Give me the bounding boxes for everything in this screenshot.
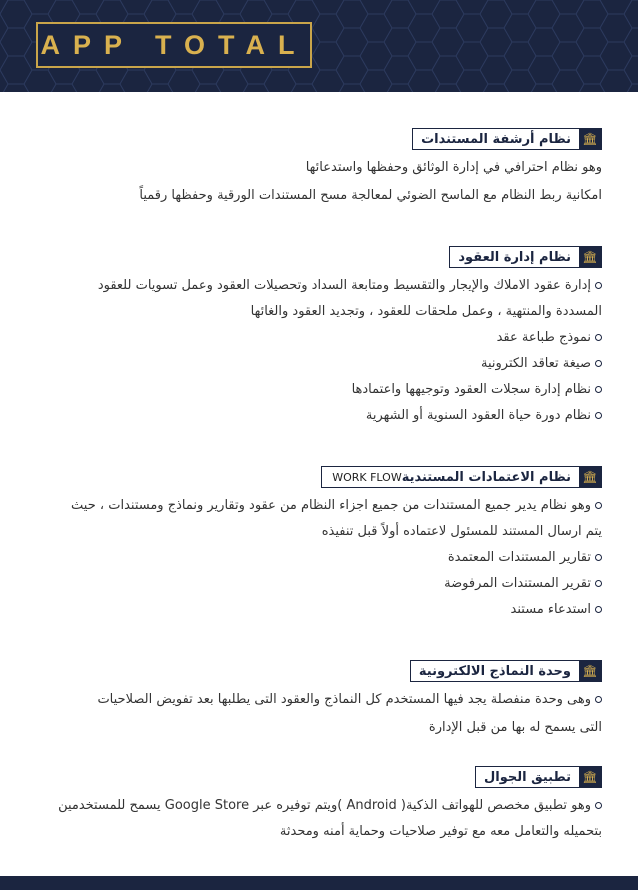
bullet-item: وهو تطبيق مخصص للهواتف الذكية( Android )ويتم توفيره عبر Google Store يسمح للمستخدمين <box>58 798 602 813</box>
section-heading-workflow <box>321 466 602 488</box>
section-line: يتم ارسال المستند للمسئول لاعتماده أولاً قبل تنفيذه <box>321 524 602 539</box>
building-icon: 🏛 <box>579 247 601 267</box>
bullet-item: صيغة تعاقد الكترونية <box>481 356 602 371</box>
bullet-item: نظام إدارة سجلات العقود وتوجيهها واعتمادها <box>352 382 602 397</box>
section-line: المسددة والمنتهية ، وعمل ملحقات للعقود ، وتجديد العقود والغائها <box>250 304 602 319</box>
section-line: بتحميله والتعامل معه مع توفير صلاحيات وحماية أمنه ومحدثة <box>279 824 602 839</box>
bullet-item: نظام دورة حياة العقود السنوية أو الشهرية <box>366 408 602 423</box>
section-heading-document-archive <box>412 128 602 150</box>
building-icon: 🏛 <box>579 661 601 681</box>
section-title: وحدة النماذج الالكترونية <box>418 663 571 679</box>
bullet-item: استدعاء مستند <box>511 602 602 617</box>
section-title: نظام إدارة العقود <box>458 249 571 265</box>
section-title-latin: WORK FLOW <box>332 470 402 484</box>
section-title: نظام أرشفة المستندات <box>421 131 571 147</box>
section-heading-e-forms <box>410 660 602 682</box>
bullet-item: وهو نظام يدير جميع المستندات من جميع اجزاء النظام من عقود وتقارير ونماذج ومستندات ، حيث <box>71 498 602 513</box>
building-icon: 🏛 <box>579 767 601 787</box>
header-banner <box>0 0 638 92</box>
section-line: امكانية ربط النظام مع الماسح الضوئي لمعالجة مسح المستندات الورقية وحفظها رقمياً <box>139 188 602 203</box>
section-heading-contracts <box>449 246 602 268</box>
section-title <box>322 467 579 487</box>
bullet-item: تقارير المستندات المعتمدة <box>448 550 602 565</box>
bullet-item: إدارة عقود الاملاك والإيجار والتقسيط ومتابعة السداد وتحصيلات العقود وعمل تسويات للعقود <box>98 278 602 293</box>
section-line: التى يسمح له بها من قبل الإدارة <box>428 720 602 735</box>
section-heading-mobile-app <box>475 766 602 788</box>
section-title: تطبيق الجوال <box>484 769 571 785</box>
section-title-text: نظام الاعتمادات المستندية <box>401 469 571 485</box>
bullet-item: وهى وحدة منفصلة يجد فيها المستخدم كل النماذج والعقود التى يطلبها بعد تفويض الصلاحيات <box>97 692 602 707</box>
building-icon: 🏛 <box>579 467 601 487</box>
app-total-logo: APP TOTAL <box>36 22 312 68</box>
section-line: وهو نظام احترافي في إدارة الوثائق وحفظها واستدعائها <box>305 160 602 175</box>
footer-bar <box>0 876 638 890</box>
bullet-item: نموذج طباعة عقد <box>497 330 602 345</box>
building-icon: 🏛 <box>579 129 601 149</box>
bullet-item: تقرير المستندات المرفوضة <box>444 576 602 591</box>
